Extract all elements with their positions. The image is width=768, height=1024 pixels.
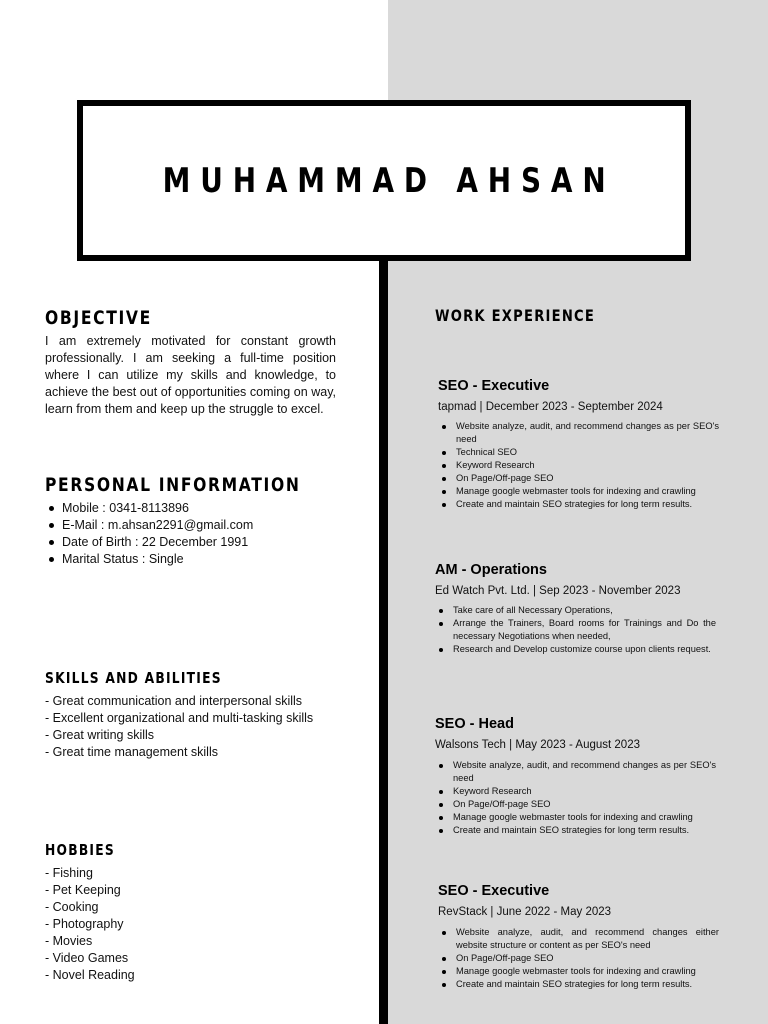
- hobbies-heading: HOBBIES: [45, 841, 115, 859]
- name-box: [77, 100, 691, 261]
- skill-item: - Excellent organizational and multi-tasking skills: [45, 711, 314, 725]
- job-duty-item: Manage google webmaster tools for indexing and crawling: [438, 965, 719, 978]
- job-meta: RevStack | June 2022 - May 2023: [438, 906, 612, 918]
- hobby-item: - Photography: [45, 917, 124, 931]
- job-duty-item: Technical SEO: [438, 446, 719, 459]
- work-experience-heading: WORK EXPERIENCE: [435, 306, 596, 325]
- job-meta: Ed Watch Pvt. Ltd. | Sep 2023 - November 2023: [435, 585, 681, 597]
- job-duties-list: [435, 759, 716, 837]
- skill-item: - Great time management skills: [45, 745, 218, 759]
- hobby-item: - Video Games: [45, 951, 129, 965]
- job-title: SEO - Head: [435, 716, 514, 732]
- job-title: SEO - Executive: [438, 378, 550, 394]
- hobbies-list: [45, 865, 135, 984]
- job-duty-item: Take care of all Necessary Operations,: [435, 604, 716, 617]
- job-duty-item: Research and Develop customize course upon clients request.: [435, 643, 716, 656]
- job-duty-item: On Page/Off-page SEO: [438, 952, 719, 965]
- skill-item: - Great writing skills: [45, 728, 155, 742]
- job-duty-item: Create and maintain SEO strategies for long term results.: [435, 824, 716, 837]
- job-duty-item: Keyword Research: [435, 785, 716, 798]
- job-duty-item: Website analyze, audit, and recommend changes as per SEO's need: [438, 420, 719, 446]
- job-title: SEO - Executive: [438, 883, 550, 899]
- job-duty-item: On Page/Off-page SEO: [438, 472, 719, 485]
- skills-list: [45, 693, 313, 761]
- objective-heading: OBJECTIVE: [45, 307, 152, 329]
- personal-info-dob: Date of Birth : 22 December 1991: [45, 534, 253, 551]
- objective-text: I am extremely motivated for constant growth professionally. I am seeking a full-time position where I can utilize my skills and knowledge, to achieve the best out of opportunities coming on way, learn from them and keep up the struggle to excel.: [45, 334, 336, 416]
- job-title: AM - Operations: [435, 562, 547, 578]
- job-duty-item: Create and maintain SEO strategies for long term results.: [438, 978, 719, 991]
- hobby-item: - Novel Reading: [45, 968, 135, 982]
- hobby-item: - Cooking: [45, 900, 99, 914]
- column-divider: [379, 258, 388, 1024]
- personal-info-list: [45, 500, 253, 568]
- hobby-item: - Movies: [45, 934, 93, 948]
- job-duty-item: Website analyze, audit, and recommend changes either website structure or content as per SEO's need: [438, 926, 719, 952]
- hobby-item: - Fishing: [45, 866, 93, 880]
- job-duty-item: Keyword Research: [438, 459, 719, 472]
- candidate-name: MUHAMMAD AHSAN: [162, 160, 616, 201]
- hobby-item: - Pet Keeping: [45, 883, 121, 897]
- job-duty-item: Manage google webmaster tools for indexing and crawling: [435, 811, 716, 824]
- job-duty-item: Create and maintain SEO strategies for long term results.: [438, 498, 719, 511]
- job-duties-list: [435, 604, 716, 656]
- skill-item: - Great communication and interpersonal skills: [45, 694, 303, 708]
- skills-heading: SKILLS AND ABILITIES: [45, 669, 222, 687]
- job-duty-item: Arrange the Trainers, Board rooms for Trainings and Do the necessary Negotiations when needed,: [435, 617, 716, 643]
- job-duty-item: Manage google webmaster tools for indexing and crawling: [438, 485, 719, 498]
- job-duties-list: [438, 420, 719, 511]
- job-duty-item: Website analyze, audit, and recommend changes as per SEO's need: [435, 759, 716, 785]
- job-duty-item: On Page/Off-page SEO: [435, 798, 716, 811]
- personal-info-marital-status: Marital Status : Single: [45, 551, 253, 568]
- job-meta: tapmad | December 2023 - September 2024: [438, 401, 663, 413]
- personal-info-mobile: Mobile : 0341-8113896: [45, 500, 253, 517]
- personal-info-email: E-Mail : m.ahsan2291@gmail.com: [45, 517, 253, 534]
- personal-info-heading: PERSONAL INFORMATION: [45, 474, 301, 496]
- job-duties-list: [438, 926, 719, 991]
- job-meta: Walsons Tech | May 2023 - August 2023: [435, 739, 640, 751]
